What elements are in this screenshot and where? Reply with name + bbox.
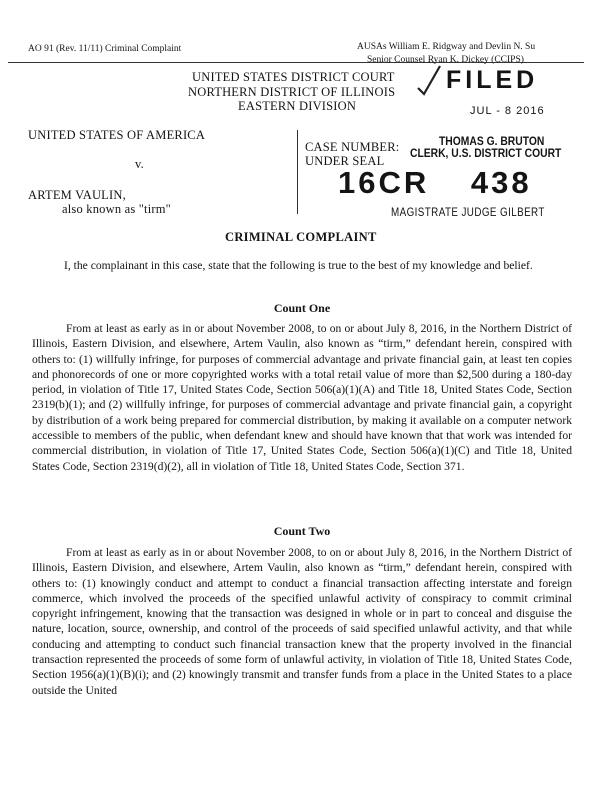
versus: v. — [135, 157, 144, 171]
count-one-text: From at least as early as in or about November 2008, to on or about July 8, 2016, in the Northern District of Illinois, Eastern Division, and elsewhere, Artem Vaulin, also known as “tirm,” defendant herein, conspired with others to: (1) willfully infringe, for purposes of commercial advantage and private financial gain, at least ten copies and phonorecords of one or more copyrighted works with a total retail value of more than $2,500 during a 180-day period, in violation of Title 17, United States Code, Section 506(a)(1)(A) and Title 18, United States Code, Section 2319(b)(1); and (2) willfully infringe, for purposes of commercial advantage and private financial gain, a copyright by distribution of a work being prepared for commercial distribution, by making it available on a computer network accessible to members of the public, when defendant knew and should have known that that work was intended for commercial distribution, in violation of Title 17, United States Code, Section 506(a)(1)(C) and Title 18, United States Code, Section 2319(d)(2), all in violation of Title 18, United States Code, Section 371. — [32, 322, 572, 473]
header-rule — [8, 62, 584, 63]
filed-stamp: FILED — [446, 66, 539, 94]
counsel-line: Senior Counsel Ryan K. Dickey (CCIPS) — [367, 55, 524, 65]
document-title: CRIMINAL COMPLAINT — [225, 230, 377, 244]
ausas-line: AUSAs William E. Ridgway and Devlin N. Su — [357, 42, 536, 52]
clerk-name: THOMAS G. BRUTON — [439, 134, 545, 148]
caption-divider — [297, 130, 298, 214]
court-name-line3: EASTERN DIVISION — [238, 99, 357, 113]
form-id: AO 91 (Rev. 11/11) Criminal Complaint — [28, 44, 182, 54]
case-number-label: CASE NUMBER: — [305, 140, 400, 154]
count-two-text: From at least as early as in or about November 2008, to on or about July 8, 2016, in the Northern District of Illinois, Eastern Division, and elsewhere, Artem Vaulin, also known as “tirm,” defendant herein, conspired with others to: (1) knowingly conduct and attempt to conduct a financial transaction affecting interstate and foreign commerce, which involved the proceeds of the specified unlawful activity of conspiracy to commit criminal copyright infringement, knowing that the transaction was designed in whole or in part to conceal and disguise the nature, location, source, ownership, and control of the proceeds of said specified unlawful activity, and that while conducing and attempting to conduct such financial transaction knew that the property involved in the financial transaction represented the proceeds of some form of unlawful activity, in violation of Title 18, United States Code, Section 1956(a)(1)(B)(i); and (2) knowingly transmit and transfer funds from a place in the United States to a place outside the United — [32, 546, 572, 697]
clerk-title: CLERK, U.S. DISTRICT COURT — [410, 146, 562, 160]
court-name-line1: UNITED STATES DISTRICT COURT — [192, 70, 395, 84]
court-name-line2: NORTHERN DISTRICT OF ILLINOIS — [188, 85, 396, 99]
under-seal: UNDER SEAL — [305, 154, 385, 168]
defendant: ARTEM VAULIN, — [28, 188, 126, 202]
check-mark-icon — [414, 62, 444, 98]
count-one-heading: Count One — [273, 301, 331, 315]
magistrate-judge: MAGISTRATE JUDGE GILBERT — [391, 205, 545, 219]
defendant-alias: also known as "tirm" — [62, 202, 171, 216]
count-two-heading: Count Two — [273, 524, 331, 538]
plaintiff: UNITED STATES OF AMERICA — [28, 128, 206, 142]
case-number: 16CR 438 — [338, 165, 532, 200]
filed-date: JUL - 8 2016 — [470, 105, 545, 117]
intro-paragraph: I, the complainant in this case, state that the following is true to the best of my knowledge and belief. — [64, 259, 533, 272]
